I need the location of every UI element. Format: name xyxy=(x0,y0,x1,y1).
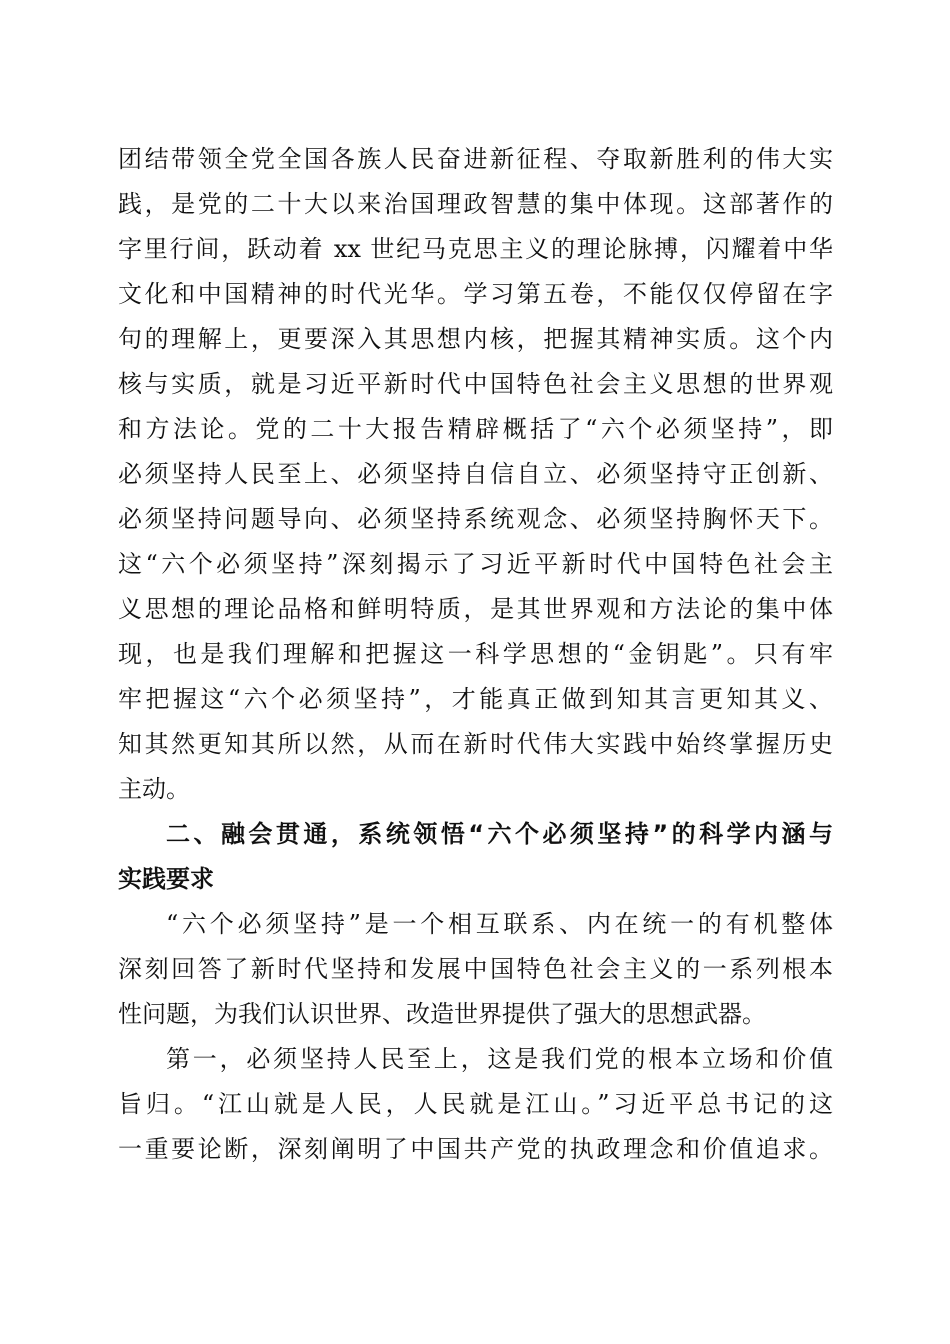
text-line: 践，是党的二十大以来治国理政智慧的集中体现。这部著作的 xyxy=(118,190,833,218)
text-line: 牢把握这“六个必须坚持”，才能真正做到知其言更知其义、 xyxy=(118,685,833,713)
heading-line: 实践要求 xyxy=(118,865,214,893)
text-line: 第一，必须坚持人民至上，这是我们党的根本立场和价值 xyxy=(166,1045,833,1073)
text-line: 团结带领全党全国各族人民奋进新征程、夺取新胜利的伟大实 xyxy=(118,145,833,173)
text-line: 核与实质，就是习近平新时代中国特色社会主义思想的世界观 xyxy=(118,370,833,398)
text-line: 现，也是我们理解和把握这一科学思想的“金钥匙”。只有牢 xyxy=(118,640,833,668)
text-line: 必须坚持人民至上、必须坚持自信自立、必须坚持守正创新、 xyxy=(118,460,833,488)
text-line: “六个必须坚持”是一个相互联系、内在统一的有机整体 xyxy=(166,910,833,938)
text-line: 一重要论断，深刻阐明了中国共产党的执政理念和价值追求。 xyxy=(118,1135,833,1163)
heading-line: 二、融会贯通，系统领悟“六个必须坚持”的科学内涵与 xyxy=(166,820,833,848)
text-line: 句的理解上，更要深入其思想内核，把握其精神实质。这个内 xyxy=(118,325,833,353)
section-heading xyxy=(118,812,833,902)
paragraph-overview xyxy=(118,902,833,1037)
text-line: 主动。 xyxy=(118,775,190,803)
text-line: 必须坚持问题导向、必须坚持系统观念、必须坚持胸怀天下。 xyxy=(118,505,833,533)
text-line: 和方法论。党的二十大报告精辟概括了“六个必须坚持”，即 xyxy=(118,415,833,443)
text-line: 知其然更知其所以然，从而在新时代伟大实践中始终掌握历史 xyxy=(118,730,833,758)
text-line: 性问题，为我们认识世界、改造世界提供了强大的思想武器。 xyxy=(118,1000,766,1028)
text-line: 深刻回答了新时代坚持和发展中国特色社会主义的一系列根本 xyxy=(118,955,833,983)
paragraph-first-point xyxy=(118,1037,833,1172)
text-line: 字里行间，跃动着 xx 世纪马克思主义的理论脉搏，闪耀着中华 xyxy=(118,235,833,263)
paragraph-intro xyxy=(118,137,833,812)
text-line: 文化和中国精神的时代光华。学习第五卷，不能仅仅停留在字 xyxy=(118,280,833,308)
text-line: 旨归。“江山就是人民，人民就是江山。”习近平总书记的这 xyxy=(118,1090,833,1118)
text-line: 这“六个必须坚持”深刻揭示了习近平新时代中国特色社会主 xyxy=(118,550,833,578)
text-line: 义思想的理论品格和鲜明特质，是其世界观和方法论的集中体 xyxy=(118,595,833,623)
